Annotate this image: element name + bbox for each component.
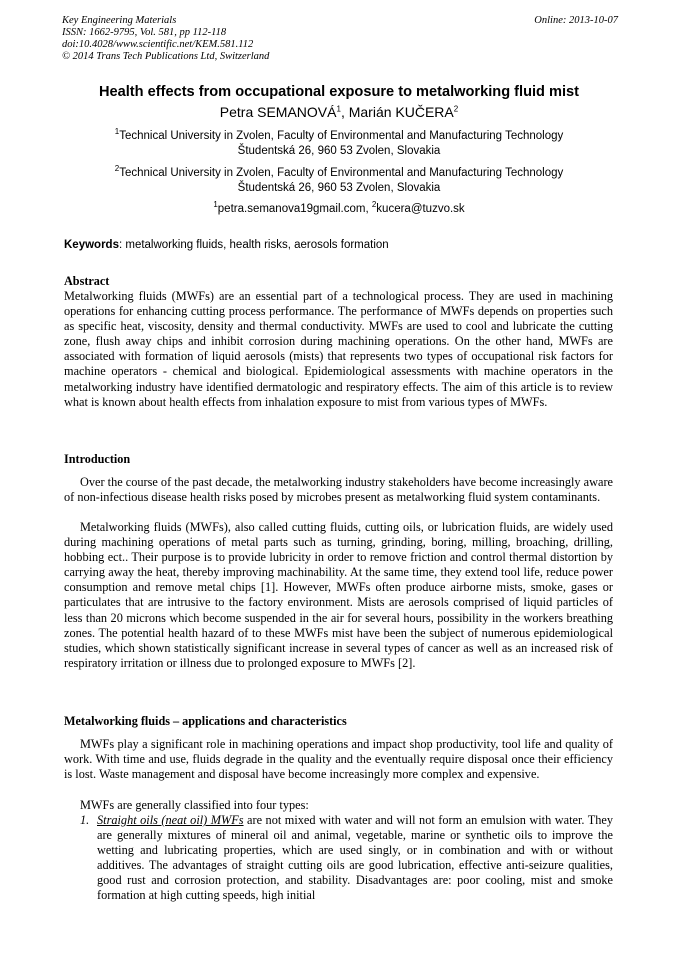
email-superscript: 1 xyxy=(213,200,218,210)
email-link[interactable]: kucera@tuzvo.sk xyxy=(376,203,465,215)
mwf-types-intro: MWFs are generally classified into four types: xyxy=(80,798,309,812)
keywords-label: Keywords xyxy=(64,239,119,251)
list-number: 1. xyxy=(80,813,90,827)
list-item xyxy=(64,813,613,904)
abstract-heading: Abstract xyxy=(64,274,110,288)
journal-header xyxy=(62,15,618,63)
journal-name: Key Engineering Materials xyxy=(62,15,177,26)
author-separator: , xyxy=(340,104,349,120)
introduction-paragraph: Metalworking fluids (MWFs), also called cutting fluids, cutting oils, or lubrication fluids, are widely used during machining operations of metal parts such as turning, grinding, boring, milling, broaching, drilling, hobbing ect.. Their purpose is to provide lubricity in order to remove friction and control thermal distortion by carrying away the heat, thereby improving machinability. At the same time, they extend tool life, reduce power consumption and remove metal chips [1]. However, MWFs often produce airborne mists, smoke, gases or particulates that are intrusive to the factory environment. Mists are aerosols comprised of liquid particles of less than 20 microns which become suspended in the air for several hours, possibility in the workers breathing zones. The potential health hazard of to these MWFs mist have been the subject of numerous epidemiological studies, which shown statistically significant increase in several types of cancer as well as an increased risk of respiratory irritation or illness due to prolonged exposure to MWFs [2]. xyxy=(64,520,613,670)
issn-line: ISSN: 1662-9795, Vol. 581, pp 112-118 xyxy=(62,27,227,38)
email-separator: , xyxy=(365,203,372,215)
mwf-section-heading: Metalworking fluids – applications and characteristics xyxy=(64,714,347,728)
email-link[interactable]: petra.semanova19gmail.com xyxy=(217,203,366,215)
online-date: Online: 2013-10-07 xyxy=(534,15,618,26)
introduction-heading: Introduction xyxy=(64,452,131,466)
affiliation-line: Technical University in Zvolen, Faculty of Environmental and Manufacturing Technology xyxy=(119,130,564,142)
list-item-text: are not mixed with water and will not form an emulsion with water. They are generally mixtures of mineral oil and animal, vegetable, marine or synthetic oils to improve the wetting and lubricating properties, which are used singly, or in combination and with or without additives. The advantages of straight cutting oils are good lubrication, effective anti-seizure qualities, good rust and corrosion protection, and stability. Disadvantages are: poor cooling, mist and smoke formation at high cutting speeds, high initial xyxy=(97,813,613,903)
affiliation-superscript: 1 xyxy=(114,127,120,137)
affiliation-address: Študentská 26, 960 53 Zvolen, Slovakia xyxy=(237,182,441,194)
list-item-term: Straight oils (neat oil) MWFs xyxy=(97,813,244,827)
paper-title: Health effects from occupational exposure to metalworking fluid mist xyxy=(98,84,580,100)
copyright-line: © 2014 Trans Tech Publications Ltd, Switzerland xyxy=(62,51,270,62)
mwf-paragraph: MWFs play a significant role in machining operations and impact shop productivity, tool life and quality of work. With time and use, fluids degrade in the quality and the eventually require disposal once their efficiency is lost. Waste management and disposal have become increasingly more complex and expensive. xyxy=(64,737,613,782)
list-item-body xyxy=(97,813,613,904)
affiliation-1 xyxy=(40,129,638,159)
keywords xyxy=(64,238,620,253)
introduction-paragraph: Over the course of the past decade, the metalworking industry stakeholders have become increasingly aware of non-infectious disease health risks posed by microbes present as metalworking fluid system contaminants. xyxy=(64,475,614,505)
abstract-text: Metalworking fluids (MWFs) are an essential part of a technological process. They are used in machining operations for enhancing cutting process performance. The performance of MWFs depends on properties such as specific heat, viscosity, density and thermal conductivity. MWFs are used to cool and lubricate the cutting zone, flush away chips and inhibit corrosion during machining operations. On the other hand, MWFs are associated with formation of liquid aerosols (mists) that represents two types of occupational risk factors for machine operators - chemical and biological. Epidemiological assessments with machine operators in the metalworking industry have identified dermatologic and respiratory effects. The aim of this article is to review what is known about health effects from inhalation exposure to mist from various types of MWFs. xyxy=(64,289,613,409)
affiliation-superscript: 2 xyxy=(114,164,120,174)
author-name: Marián KUČERA xyxy=(348,104,454,120)
affiliation-line: Technical University in Zvolen, Faculty of Environmental and Manufacturing Technology xyxy=(119,167,564,179)
affiliation-2 xyxy=(40,166,638,196)
author-superscript: 1 xyxy=(336,104,341,114)
doi-line[interactable]: doi:10.4028/www.scientific.net/KEM.581.112 xyxy=(62,39,254,50)
email-line xyxy=(40,202,638,217)
author-name: Petra SEMANOVÁ xyxy=(219,104,337,120)
author-superscript: 2 xyxy=(453,104,459,114)
author-line xyxy=(40,103,638,121)
keywords-text: : metalworking fluids, health risks, aerosols formation xyxy=(118,239,389,251)
affiliation-address: Študentská 26, 960 53 Zvolen, Slovakia xyxy=(237,145,441,157)
email-superscript: 2 xyxy=(371,200,377,210)
